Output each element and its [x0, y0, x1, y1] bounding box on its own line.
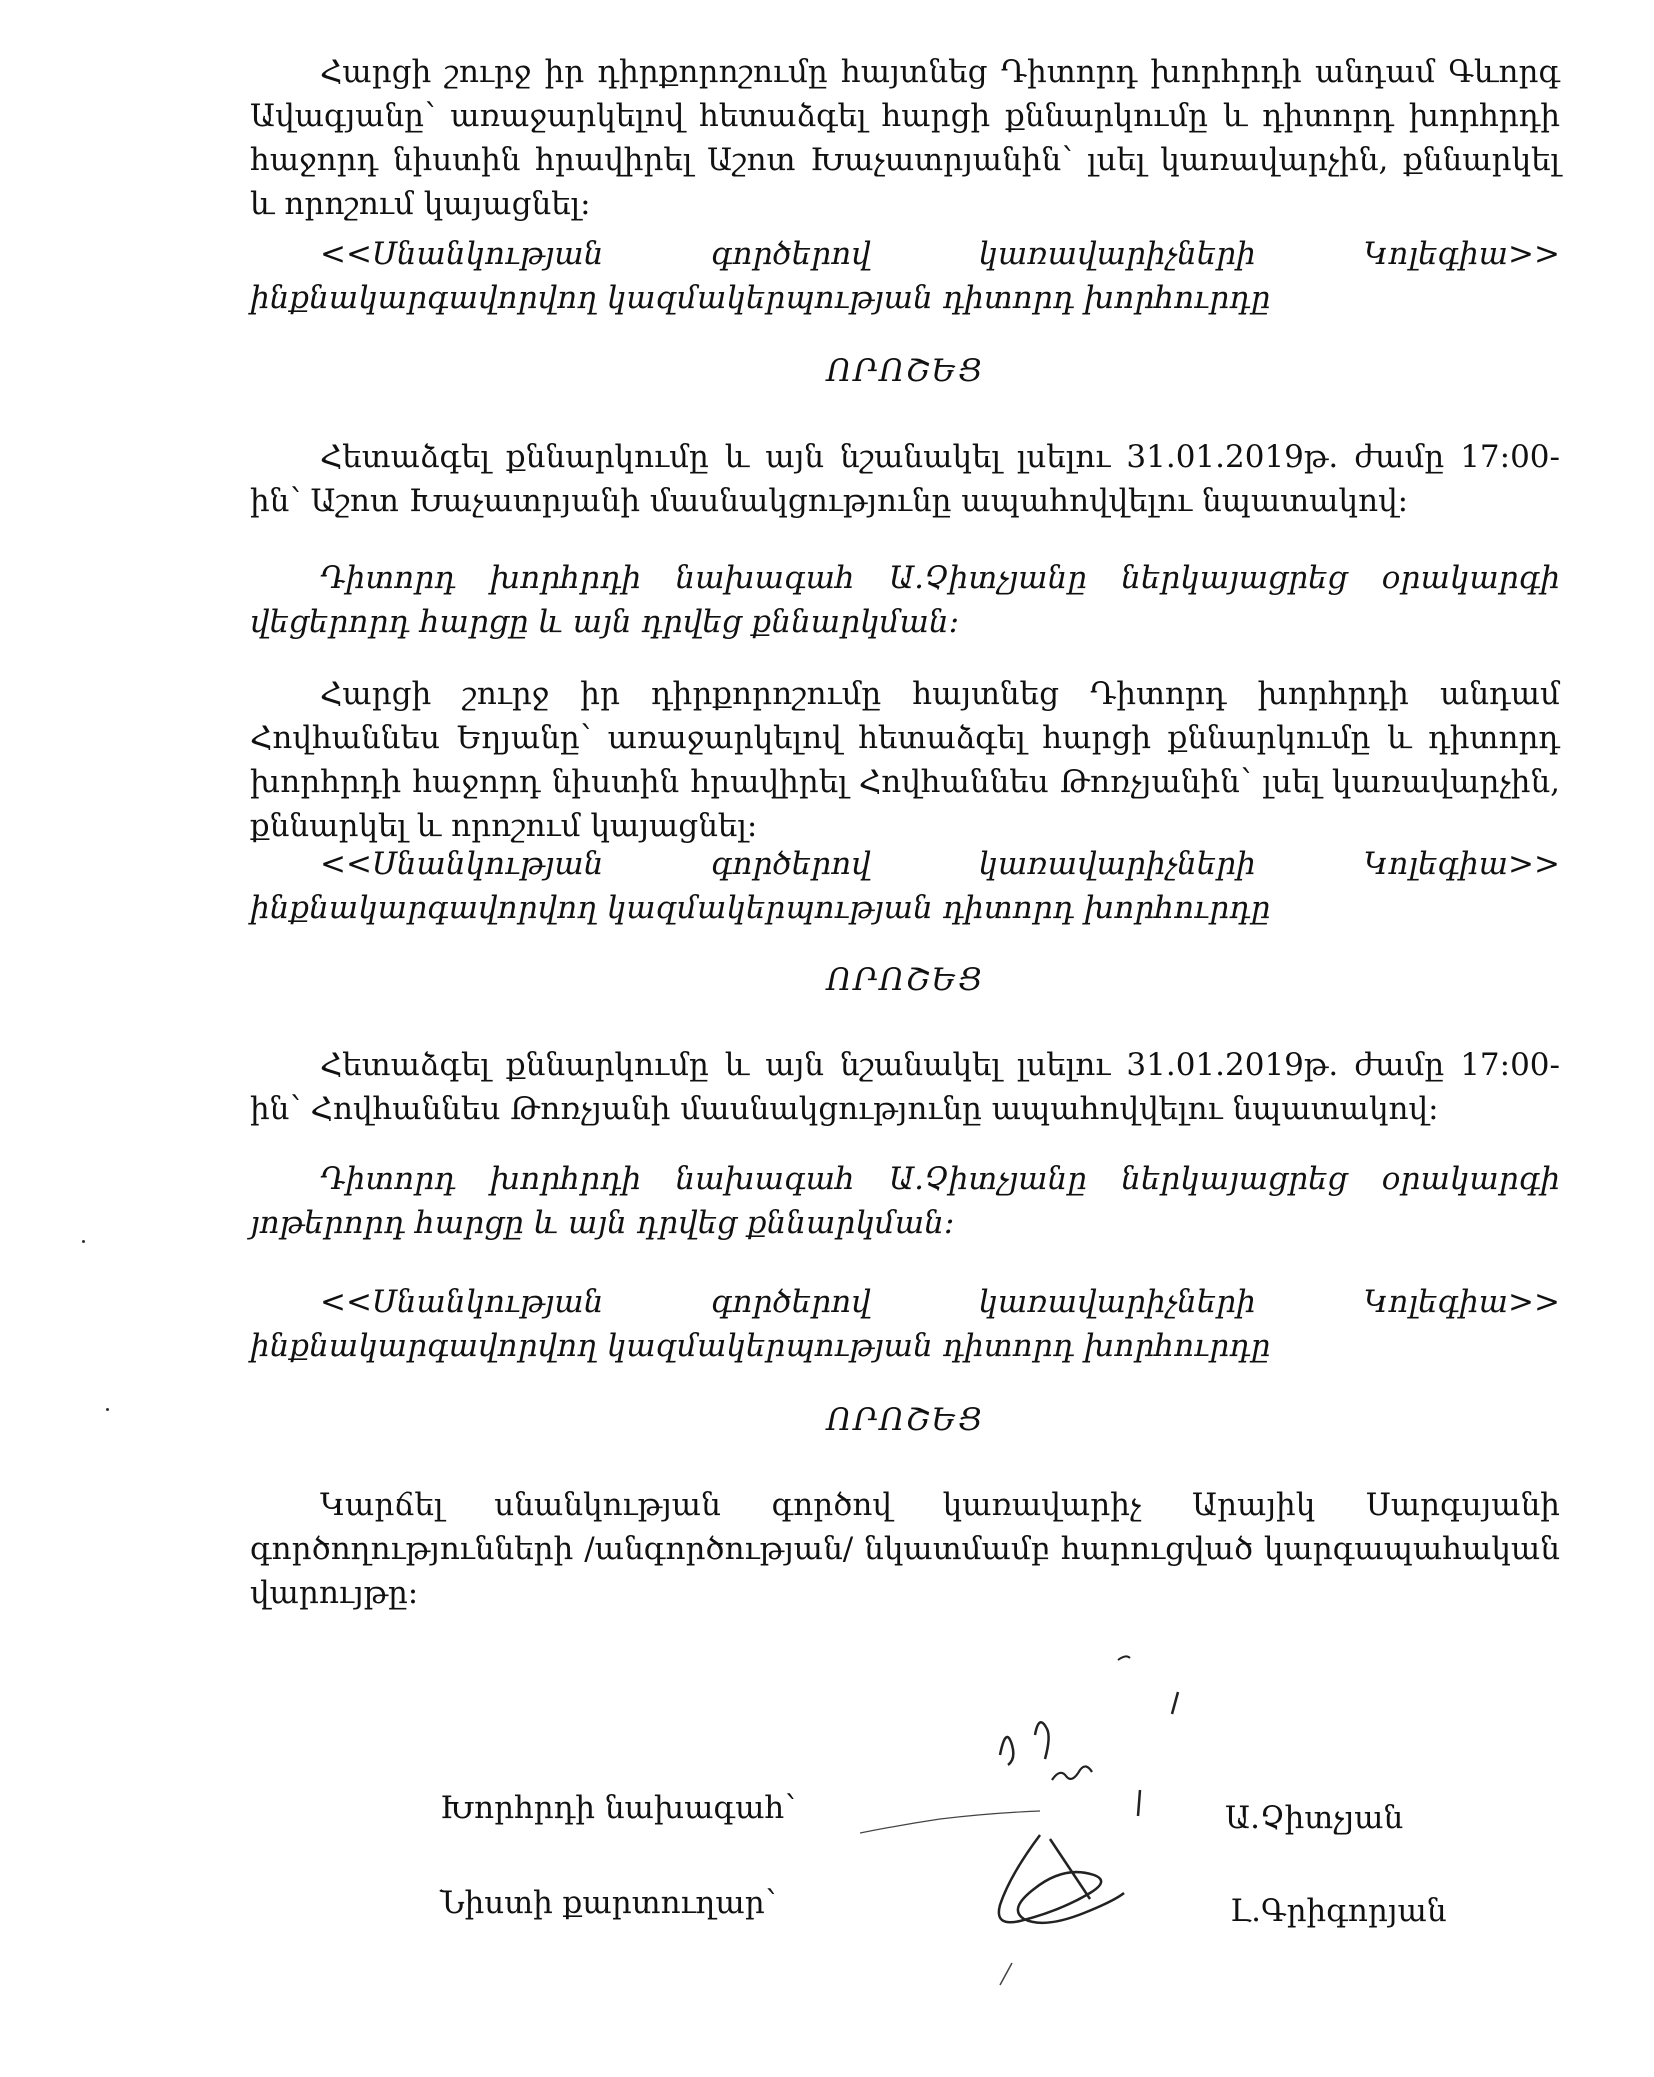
- chair-label: Խորհրդի նախագահ՝: [440, 1790, 796, 1826]
- chair-signature: [860, 1640, 1200, 1840]
- scan-speck: [106, 1408, 109, 1411]
- decision-heading-1: ՈՐՈՇԵՑ: [826, 353, 984, 389]
- chair-name: Ա.Չիտչյան: [1225, 1800, 1404, 1836]
- secretary-label: Նիստի քարտուղար՝: [440, 1885, 776, 1921]
- paragraph-position-2: Հարցի շուրջ իր դիրքորոշումը հայտնեց Դիտորդ խորհրդի անդամ Հովհաննես Եղյանը՝ առաջարկելով հետաձգել հարցի քննարկումը և դիտորդ խորհրդի հաջորդ նիստին հրավիրել Հովհաննես Թոռչյանին՝ լսել կառավարչին, քննարկել և որոշում կայացնել:: [250, 676, 1560, 844]
- paragraph-decision-1: Հետաձգել քննարկումը և այն նշանակել լսելու 31.01.2019թ. ժամը 17:00-ին՝ Աշոտ Խաչատրյանի մասնակցությունը ապահովվելու նպատակով:: [250, 439, 1560, 519]
- scan-speck: [82, 1240, 85, 1243]
- decision-heading-2: ՈՐՈՇԵՑ: [826, 962, 984, 998]
- paragraph-agenda-7: Դիտորդ խորհրդի նախագահ Ա.Չիտչյանը ներկայացրեց օրակարգի յոթերորդ հարցը և այն դրվեց քննարկման:: [250, 1161, 1560, 1241]
- paragraph-decision-2: Հետաձգել քննարկումը և այն նշանակել լսելու 31.01.2019թ. ժամը 17:00-ին՝ Հովհաննես Թոռչյանի մասնակցությունը ապահովվելու նպատակով:: [250, 1047, 1560, 1127]
- paragraph-board-2: <<Սնանկության գործերով կառավարիչների Կոլեգիա>> ինքնակարգավորվող կազմակերպության դիտորդ խորհուրդը: [250, 846, 1560, 926]
- paragraph-1: Հարցի շուրջ իր դիրքորոշումը հայտնեց Դիտորդ խորհրդի անդամ Գևորգ Ավագյանը՝ առաջարկելով հետաձգել հարցի քննարկումը և դիտորդ խորհրդի հաջորդ նիստին հրավիրել Աշոտ Խաչատրյանին՝ լսել կառավարչին, քննարկել և որոշում կայացնել:: [250, 54, 1560, 222]
- paragraph-decision-3: Կարճել սնանկության գործով կառավարիչ Արայիկ Սարգսյանի գործողությունների /անգործության/ նկատմամբ հարուցված կարգապահական վարույթը:: [250, 1487, 1560, 1611]
- decision-heading-3: ՈՐՈՇԵՑ: [826, 1402, 984, 1438]
- secretary-signature: [980, 1825, 1200, 1995]
- secretary-name: Լ.Գրիգորյան: [1230, 1893, 1447, 1929]
- paragraph-agenda-6: Դիտորդ խորհրդի նախագահ Ա.Չիտչյանը ներկայացրեց օրակարգի վեցերորդ հարցը և այն դրվեց քննարկման:: [250, 560, 1560, 640]
- paragraph-board-3: <<Սնանկության գործերով կառավարիչների Կոլեգիա>> ինքնակարգավորվող կազմակերպության դիտորդ խորհուրդը: [250, 1284, 1560, 1364]
- paragraph-board-1: <<Սնանկության գործերով կառավարիչների Կոլեգիա>> ինքնակարգավորվող կազմակերպության դիտորդ խորհուրդը: [250, 236, 1560, 316]
